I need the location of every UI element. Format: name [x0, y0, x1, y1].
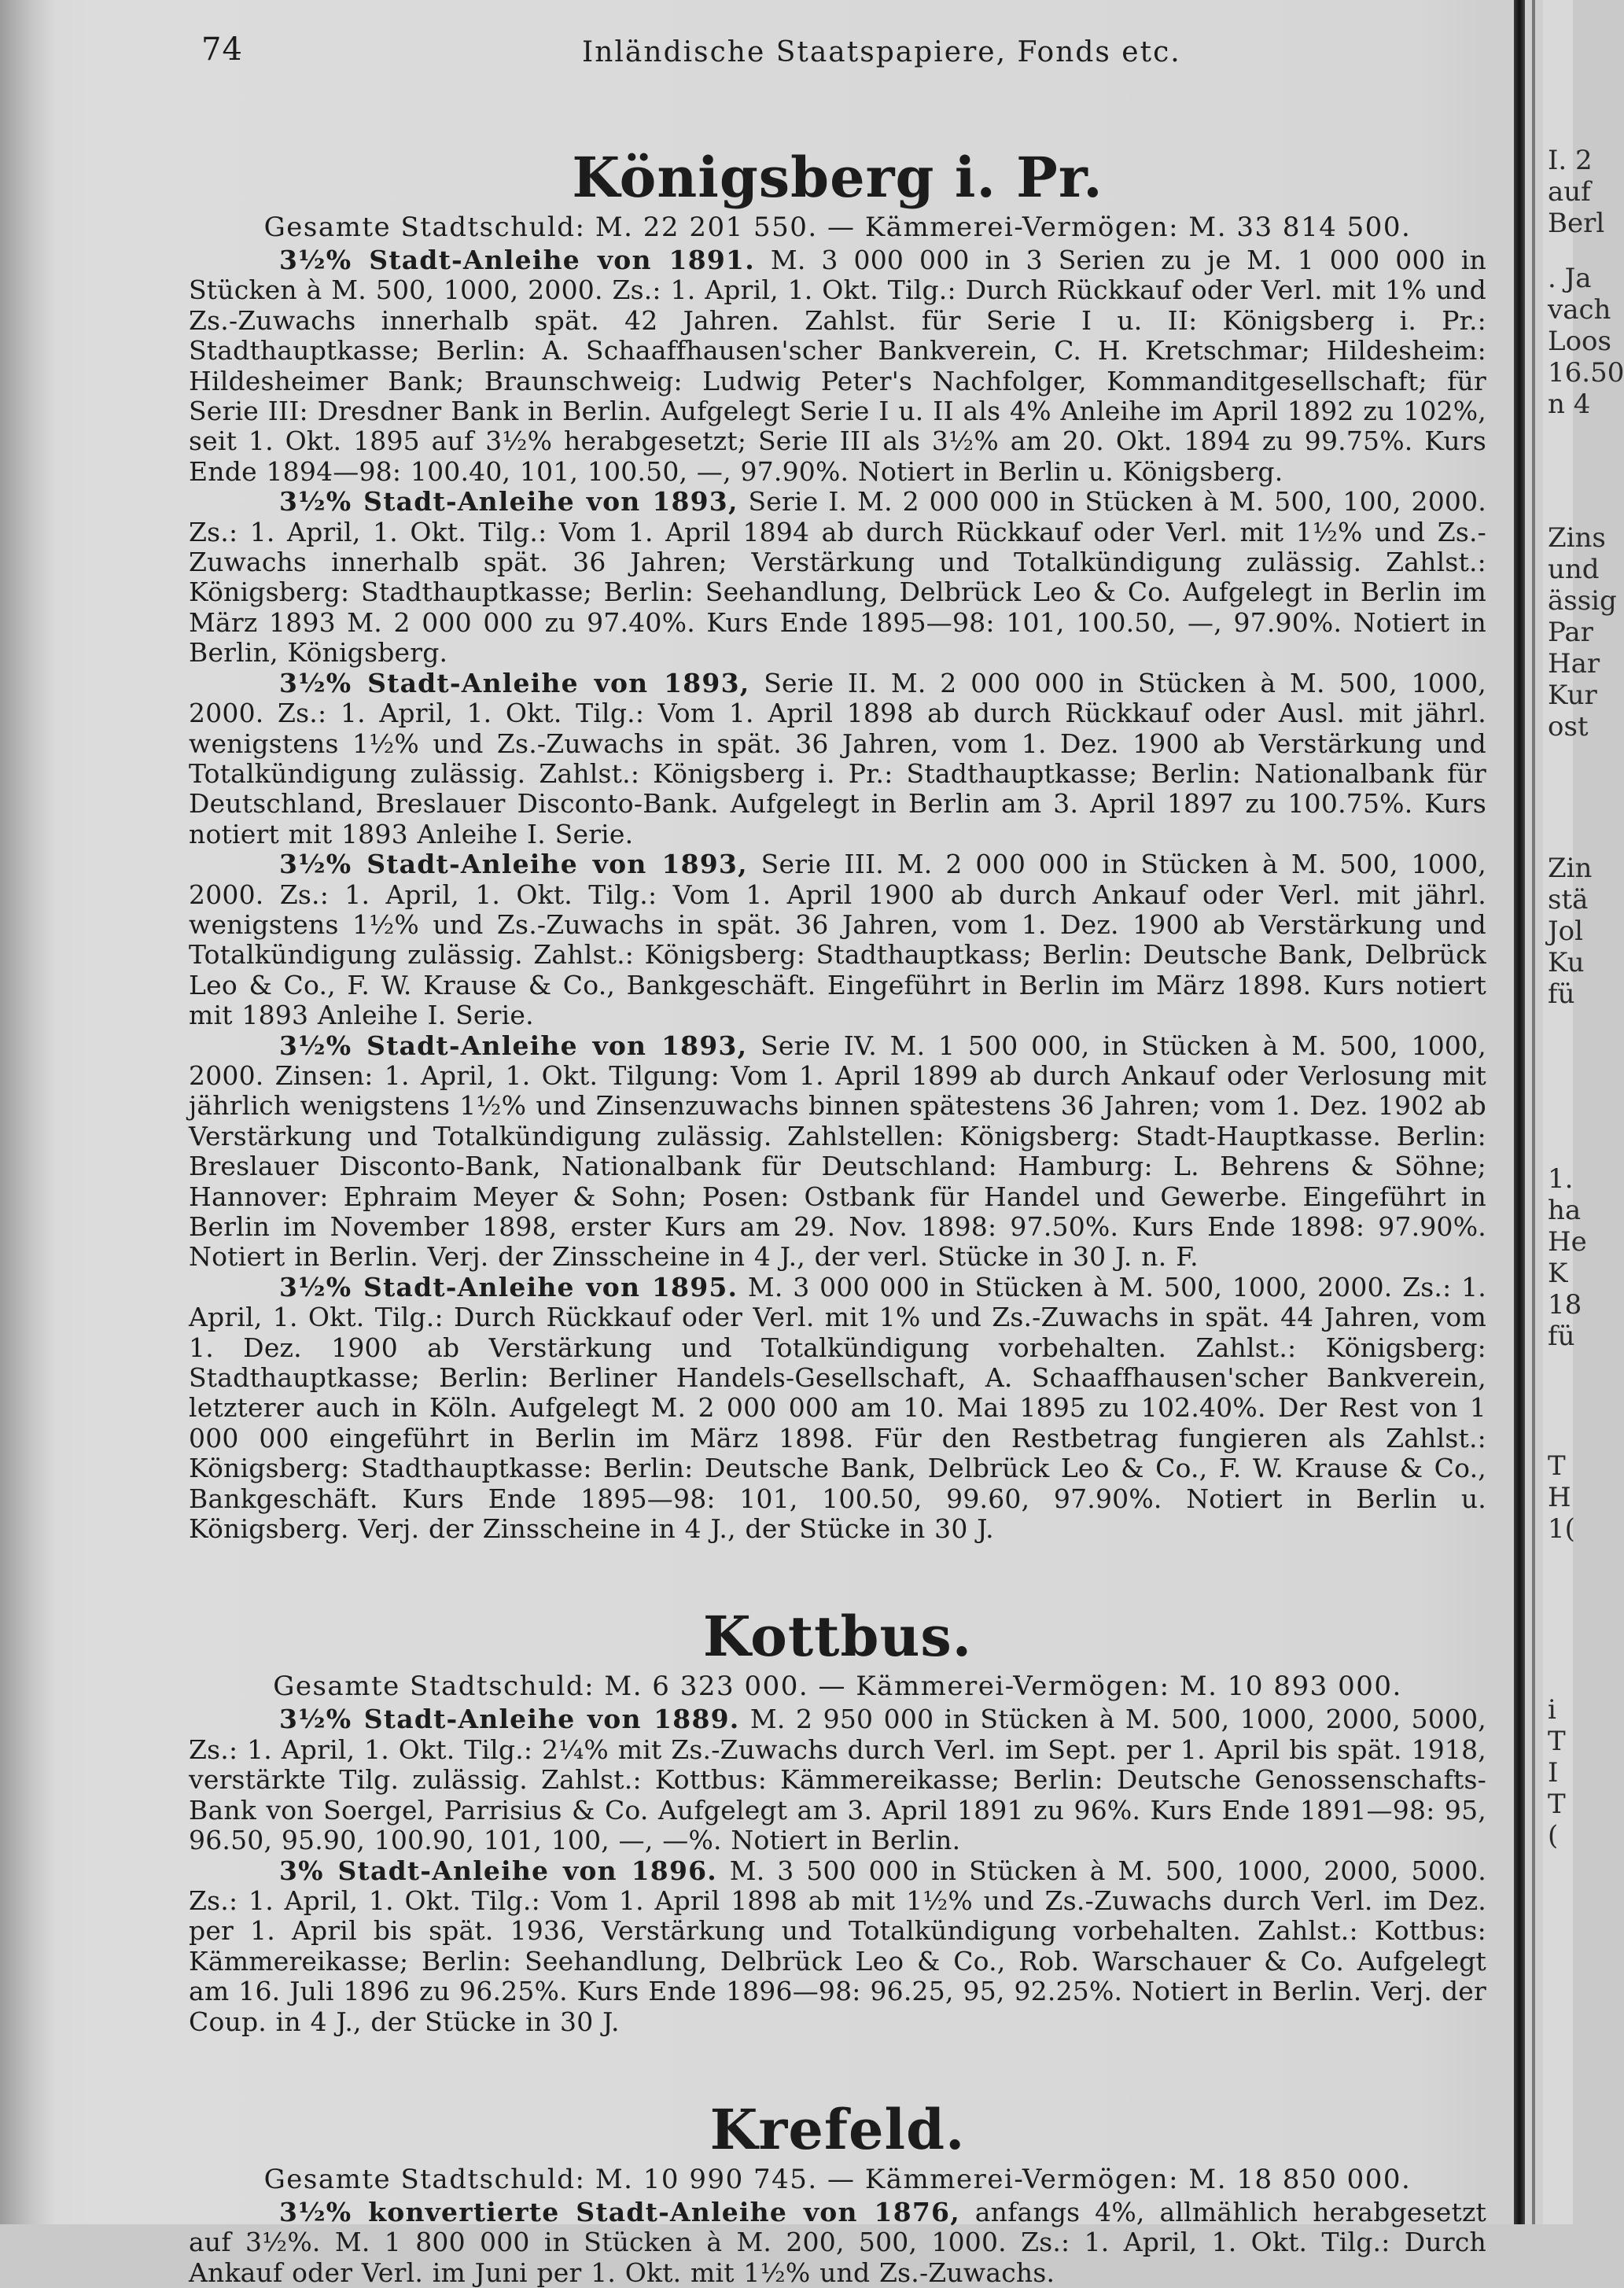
gutter-shadow — [0, 0, 55, 2224]
bond-entry — [189, 1856, 1486, 2037]
adjacent-page-text: vach — [1548, 294, 1611, 326]
bond-entry — [189, 1031, 1486, 1273]
adjacent-page-text: H — [1548, 1482, 1571, 1513]
adjacent-page-text: K — [1548, 1258, 1568, 1289]
adjacent-page-text: I — [1548, 1757, 1559, 1789]
adjacent-page-text: auf — [1548, 176, 1591, 208]
adjacent-page-text: ost — [1548, 711, 1589, 742]
bond-text: Serie II. M. 2 000 000 in Stücken à M. 500, 1000, 2000. Zs.: 1. April, 1. Okt. Tilg.: Vom 1. April 1898 ab durch Rückkauf oder Ausl. mit jährl. wenigstens 1½% und Zs.-Zuwachs in spät. 36 Jahren, vom 1. Dez. 1900 ab Verstärkung und Totalkündigung zulässig. Zahlst.: Königsberg i. Pr.: Stadthauptkasse; Berlin: Nationalbank für Deutschland, Breslauer Disconto-Bank. Aufgelegt in Berlin am 3. April 1897 zu 100.75%. Kurs notiert mit 1893 Anleihe I. Serie. — [189, 667, 1486, 849]
bond-text: Serie I. M. 2 000 000 in Stücken à M. 500, 100, 2000. Zs.: 1. April, 1. Okt. Tilg.: Vom 1. April 1894 ab durch Rückkauf oder Verl. mit 1½% und Zs.-Zuwachs innerhalb spät. 36 Jahren; Verstärkung und Totalkündigung zulässig. Zahlst.: Königsberg: Stadthauptkasse; Berlin: Seehandlung, Delbrück Leo & Co. Aufgelegt in Berlin im März 1893 M. 2 000 000 zu 97.40%. Kurs Ende 1895—98: 101, 100.50, —, 97.90%. Notiert in Berlin, Königsberg. — [189, 486, 1486, 669]
bond-entry — [189, 245, 1486, 487]
city-heading-koenigsberg: Königsberg i. Pr. — [572, 145, 1103, 210]
adjacent-page-text: fü — [1548, 1321, 1575, 1352]
adjacent-page-text: . Ja — [1548, 263, 1592, 294]
adjacent-page-text: i — [1548, 1694, 1556, 1726]
adjacent-page-text: n 4 — [1548, 389, 1591, 420]
adjacent-page-fragment — [1543, 0, 1624, 2224]
bond-title: 3½% Stadt-Anleihe von 1893, — [279, 486, 738, 518]
adjacent-page-text: Zins — [1548, 522, 1606, 554]
adjacent-page-text: 1( — [1548, 1513, 1575, 1545]
bond-entry — [189, 1273, 1486, 1545]
running-title: Inländische Staatspapiere, Fonds etc. — [582, 36, 1181, 68]
adjacent-page-text: Par — [1548, 617, 1593, 648]
adjacent-page-text: Ku — [1548, 947, 1585, 978]
main-column — [189, 31, 1486, 2288]
bond-text: Serie III. M. 2 000 000 in Stücken à M. 500, 1000, 2000. Zs.: 1. April, 1. Okt. Tilg.: Vom 1. April 1900 ab durch Ankauf oder Verl. mit jährl. wenigstens 1½% und Zs.-Zuwachs in spät. 36 Jahren, vom 1. Dez. 1900 ab Verstärkung und Totalkündigung zulässig. Zahlst.: Königsberg: Stadthauptkass; Berlin: Deutsche Bank, Delbrück Leo & Co., F. W. Krause & Co., Bankgeschäft. Eingeführt in Berlin im März 1898. Kurs notiert mit 1893 Anleihe I. Serie. — [189, 849, 1486, 1031]
bond-entry — [189, 2198, 1486, 2288]
adjacent-page-text: Berl — [1548, 208, 1605, 239]
bond-title: 3½% Stadt-Anleihe von 1895. — [279, 1271, 738, 1302]
bond-text: M. 3 500 000 in Stücken à M. 500, 1000, 2000, 5000. Zs.: 1. April, 1. Okt. Tilg.: Vom 1. April 1898 ab mit 1½% und Zs.-Zuwachs durch Verl. im Dez. per 1. April bis spät. 1936, Verstärkung und Totalkündigung vorbehalten. Zahlst.: Kottbus: Kämmereikasse; Berlin: Seehandlung, Delbrück Leo & Co., Rob. Warschauer & Co. Aufgelegt am 16. Juli 1896 zu 96.25%. Kurs Ende 1896—98: 96.25, 95, 92.25%. Notiert in Berlin. Verj. der Coup. in 4 J., der Stücke in 30 J. — [189, 1855, 1486, 2037]
bond-title: 3½% Stadt-Anleihe von 1891. — [279, 245, 755, 275]
running-head — [189, 31, 1486, 79]
bond-entry — [189, 669, 1486, 849]
bond-entry — [189, 1704, 1486, 1855]
debt-summary: Gesamte Stadtschuld: M. 22 201 550. — Kämmerei-Vermögen: M. 33 814 500. — [263, 212, 1412, 243]
debt-summary: Gesamte Stadtschuld: M. 6 323 000. — Kämmerei-Vermögen: M. 10 893 000. — [273, 1671, 1402, 1703]
city-heading-kottbus: Kottbus. — [702, 1604, 973, 1670]
bond-text: M. 3 000 000 in 3 Serien zu je M. 1 000 000 in Stücken à M. 500, 1000, 2000. Zs.: 1. April, 1. Okt. Tilg.: Durch Rückkauf oder Verl. mit 1% und Zs.-Zuwachs innerhalb spät. 42 Jahren. Zahlst. für Serie I u. II: Königsberg i. Pr.: Stadthauptkasse; Berlin: A. Schaaffhausen'scher Bankverein, C. H. Kretschmar; Hildesheim: Hildesheimer Bank; Braunschweig: Ludwig Peter's Nachfolger, Kommanditgesellschaft; für Serie III: Dresdner Bank in Berlin. Aufgelegt Serie I u. II als 4% Anleihe im April 1892 zu 102%, seit 1. Okt. 1895 auf 3½% herabgesetzt; Serie III als 3½% am 20. Okt. 1894 zu 99.75%. Kurs Ende 1894—98: 100.40, 101, 100.50, —, 97.90%. Notiert in Berlin u. Königsberg. — [189, 245, 1486, 487]
adjacent-page-text: Har — [1548, 648, 1600, 680]
adjacent-page-text: ässig — [1548, 585, 1617, 617]
adjacent-page-text: Loos — [1548, 326, 1611, 357]
city-heading-krefeld: Krefeld. — [709, 2096, 966, 2162]
adjacent-page-text: T — [1548, 1789, 1566, 1820]
adjacent-page-text: T — [1548, 1450, 1566, 1482]
bond-entry — [189, 487, 1486, 668]
bond-text: anfangs 4%, allmählich herabgesetzt auf 3½%. M. 1 800 000 in Stücken à M. 200, 500, 1000. Zs.: 1. April, 1. Okt. Tilg.: Durch Ankauf oder Verl. im Juni per 1. Okt. mit 1½% und Zs.-Zuwachs. — [189, 2196, 1486, 2288]
adjacent-page-text: 16.50 — [1548, 357, 1624, 389]
adjacent-page-text: Kur — [1548, 680, 1597, 711]
bond-title: 3½% konvertierte Stadt-Anleihe von 1876, — [279, 2196, 960, 2227]
bond-text: Serie IV. M. 1 500 000, in Stücken à M. 500, 1000, 2000. Zinsen: 1. April, 1. Okt. Tilgung: Vom 1. April 1899 ab durch Ankauf oder Verlosung mit jährlich wenigstens 1½% und Zinsenzuwachs binnen spätestens 36 Jahren; vom 1. Dez. 1902 ab Verstärkung und Totalkündigung zulässig. Zahlstellen: Königsberg: Stadt-Hauptkasse. Berlin: Breslauer Disconto-Bank, Nationalbank für Deutschland: Hamburg: L. Behrens & Söhne; Hannover: Ephraim Meyer & Sohn; Posen: Ostbank für Handel und Gewerbe. Eingeführt in Berlin im November 1898, erster Kurs am 29. Nov. 1898: 97.50%. Kurs Ende 1898: 97.90%. Notiert in Berlin. Verj. der Zinsscheine in 4 J., der verl. Stücke in 30 J. n. F. — [189, 1030, 1486, 1273]
bond-title: 3% Stadt-Anleihe von 1896. — [279, 1855, 717, 1886]
bond-title: 3½% Stadt-Anleihe von 1889. — [279, 1704, 740, 1735]
bond-entry — [189, 849, 1486, 1030]
adjacent-page-text: Jol — [1548, 916, 1583, 947]
bond-title: 3½% Stadt-Anleihe von 1893, — [279, 849, 748, 880]
bond-title: 3½% Stadt-Anleihe von 1893, — [279, 1030, 748, 1061]
adjacent-page-text: und — [1548, 554, 1600, 585]
adjacent-page-text: 1. — [1548, 1163, 1574, 1195]
adjacent-page-text: Zin — [1548, 853, 1593, 884]
adjacent-page-text: I. 2 — [1548, 145, 1593, 176]
debt-summary: Gesamte Stadtschuld: M. 10 990 745. — Kämmerei-Vermögen: M. 18 850 000. — [263, 2163, 1412, 2195]
adjacent-page-text: ( — [1548, 1820, 1559, 1851]
adjacent-page-text: 18 — [1548, 1289, 1582, 1321]
adjacent-page-text: stä — [1548, 884, 1589, 916]
bond-text: M. 2 950 000 in Stücken à M. 500, 1000, 2000, 5000, Zs.: 1. April, 1. Okt. Tilg.: 2¼% mit Zs.-Zuwachs durch Verl. im Sept. per 1. April bis spät. 1918, verstärkte Tilg. zulässig. Zahlst.: Kottbus: Kämmereikasse; Berlin: Deutsche Genossenschafts-Bank von Soergel, Parrisius & Co. Aufgelegt am 3. April 1891 zu 96%. Kurs Ende 1891—98: 95, 96.50, 95.90, 100.90, 101, 100, —, —%. Notiert in Berlin. — [189, 1704, 1486, 1856]
page-number: 74 — [201, 31, 243, 68]
adjacent-page-text: He — [1548, 1226, 1587, 1258]
adjacent-page-text: fü — [1548, 978, 1575, 1010]
adjacent-page-text: T — [1548, 1726, 1566, 1757]
page-edge-rule — [1514, 0, 1525, 2224]
page-edge-rule-thin — [1532, 0, 1535, 2224]
bond-text: M. 3 000 000 in Stücken à M. 500, 1000, 2000. Zs.: 1. April, 1. Okt. Tilg.: Durch Rückkauf oder Verl. mit 1% und Zs.-Zuwachs in spät. 44 Jahren, vom 1. Dez. 1900 ab Verstärkung und Totalkündigung vorbehalten. Zahlst.: Königsberg: Stadthauptkasse; Berlin: Berliner Handels-Gesellschaft, A. Schaaffhausen'scher Bankverein, letzterer auch in Köln. Aufgelegt M. 2 000 000 am 10. Mai 1895 zu 102.40%. Der Rest von 1 000 000 eingeführt in Berlin im März 1898. Für den Restbetrag fungieren als Zahlst.: Königsberg: Stadthauptkasse: Berlin: Deutsche Bank, Delbrück Leo & Co., F. W. Krause & Co., Bankgeschäft. Kurs Ende 1895—98: 101, 100.50, 99.60, 97.90%. Notiert in Berlin u. Königsberg. Verj. der Zinsscheine in 4 J., der Stücke in 30 J. — [189, 1271, 1486, 1545]
adjacent-page-text: ha — [1548, 1195, 1582, 1226]
bond-title: 3½% Stadt-Anleihe von 1893, — [279, 667, 750, 698]
